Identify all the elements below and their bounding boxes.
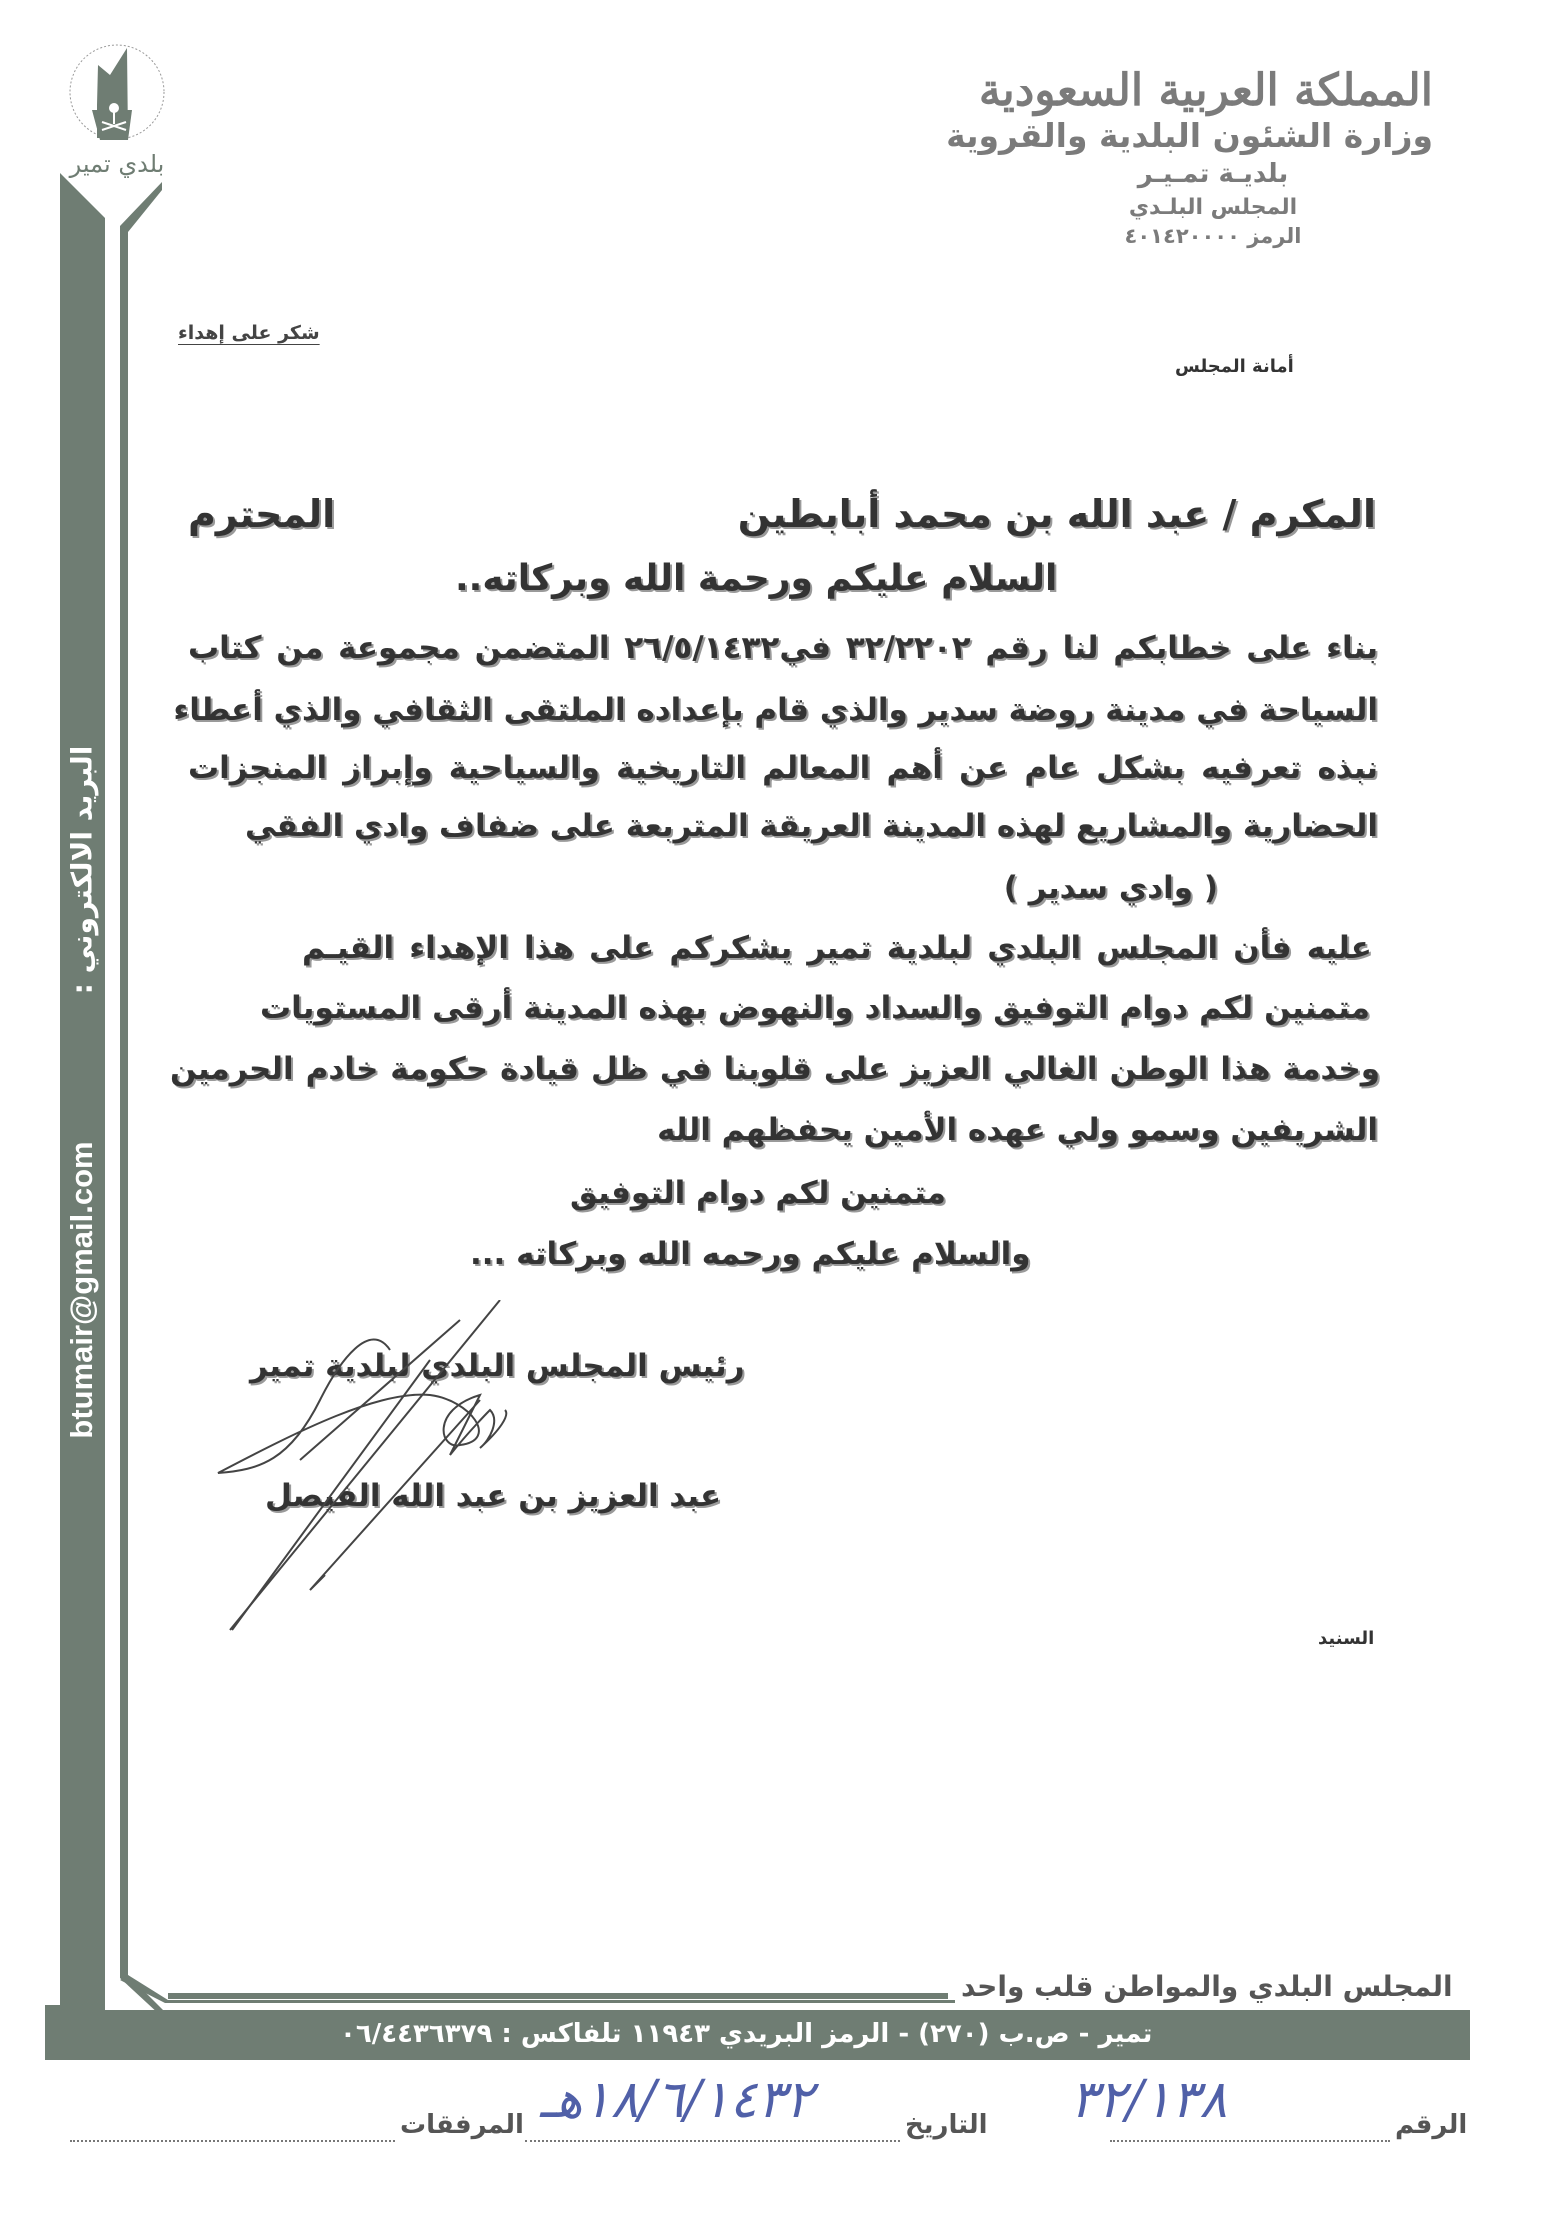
subject-line: شكر على إهداء bbox=[178, 322, 320, 344]
body-line-3: نبذه تعرفيه بشكل عام عن أهم المعالم التاريخية والسياحية وإبراز المنجزات bbox=[188, 750, 1378, 786]
closing-wish: متمنين لكم دوام التوفيق bbox=[570, 1175, 946, 1211]
body-line-5: ( وادي سدير ) bbox=[1003, 870, 1218, 906]
body-line-1: بناء على خطابكم لنا رقم ٣٢/٢٢٠٢ في٢٦/٥/١٤٣٢ المتضمن مجموعة من كتاب bbox=[188, 630, 1378, 666]
letterhead-header bbox=[946, 65, 1433, 248]
number-field bbox=[1110, 2140, 1390, 2142]
footer-slogan: المجلس البلدي والمواطن قلب واحد bbox=[955, 1970, 1459, 2004]
date-label: التاريخ bbox=[905, 2110, 988, 2140]
municipality-name: بلديـة تمـيـر bbox=[1137, 159, 1289, 189]
body-line-7: متمنين لكم دوام التوفيق والسداد والنهوض بهذه المدينة أرقى المستويات bbox=[260, 990, 1370, 1026]
greeting: السلام عليكم ورحمة الله وبركاته.. bbox=[455, 558, 1058, 599]
footer-address: تمير - ص.ب (٢٧٠) - الرمز البريدي ١١٩٤٣ تلفاكس : ٠٦/٤٤٣٦٣٧٩ bbox=[340, 2019, 1153, 2049]
number-value: ٣٢/١٣٨ bbox=[1070, 2070, 1228, 2130]
email-address: btumair@gmail.com bbox=[64, 1141, 99, 1439]
number-label: الرقم bbox=[1395, 2110, 1468, 2140]
addressee-honorific: المحترم bbox=[188, 492, 336, 536]
signatory-name: عبد العزيز بن عبد الله الفيصل bbox=[265, 1478, 722, 1514]
logo-text: بلدي تمير bbox=[69, 150, 165, 178]
addressee: المكرم / عبد الله بن محمد أبابطين bbox=[737, 492, 1376, 536]
body-line-8: وخدمة هذا الوطن الغالي العزيز على قلوبنا في ظل قيادة حكومة خادم الحرمين bbox=[170, 1051, 1380, 1087]
handwritten-signature bbox=[200, 1300, 900, 1680]
date-field bbox=[525, 2140, 900, 2142]
body-line-4: الحضارية والمشاريع لهذه المدينة العريقة المتربعة على ضفاف وادي الفقي bbox=[244, 808, 1378, 844]
closing-farewell: والسلام عليكم ورحمه الله وبركاته ... bbox=[470, 1236, 1031, 1272]
council-name: المجلس البلـدي bbox=[1128, 195, 1298, 220]
body-line-9: الشريفين وسمو ولي عهده الأمين يحفظهم الله bbox=[657, 1112, 1378, 1148]
date-value: ١٨/٦/١٤٣٢هـ bbox=[540, 2070, 814, 2130]
body-line-6: عليه فأن المجلس البلدي لبلدية تمير يشكركم على هذا الإهداء القيـم bbox=[302, 930, 1372, 966]
attachments-field bbox=[70, 2140, 395, 2142]
signatory-title: رئيس المجلس البلدي لبلدية تمير bbox=[250, 1348, 745, 1384]
attachments-label: المرفقات bbox=[400, 2110, 524, 2140]
postal-code: الرمز ٤٠١٤٢٠٠٠٠ bbox=[1124, 224, 1302, 248]
department-label: أمانة المجلس bbox=[1175, 356, 1294, 377]
kingdom-name: المملكة العربية السعودية bbox=[978, 65, 1433, 116]
typist-initials: السنيد bbox=[1318, 1628, 1375, 1649]
ministry-name: وزارة الشئون البلدية والقروية bbox=[946, 116, 1433, 155]
email-label-text: البريد الالكتروني : bbox=[65, 745, 99, 995]
body-line-2: السياحة في مدينة روضة سدير والذي قام بإعداده الملتقى الثقافي والذي أعطاء bbox=[173, 692, 1378, 728]
